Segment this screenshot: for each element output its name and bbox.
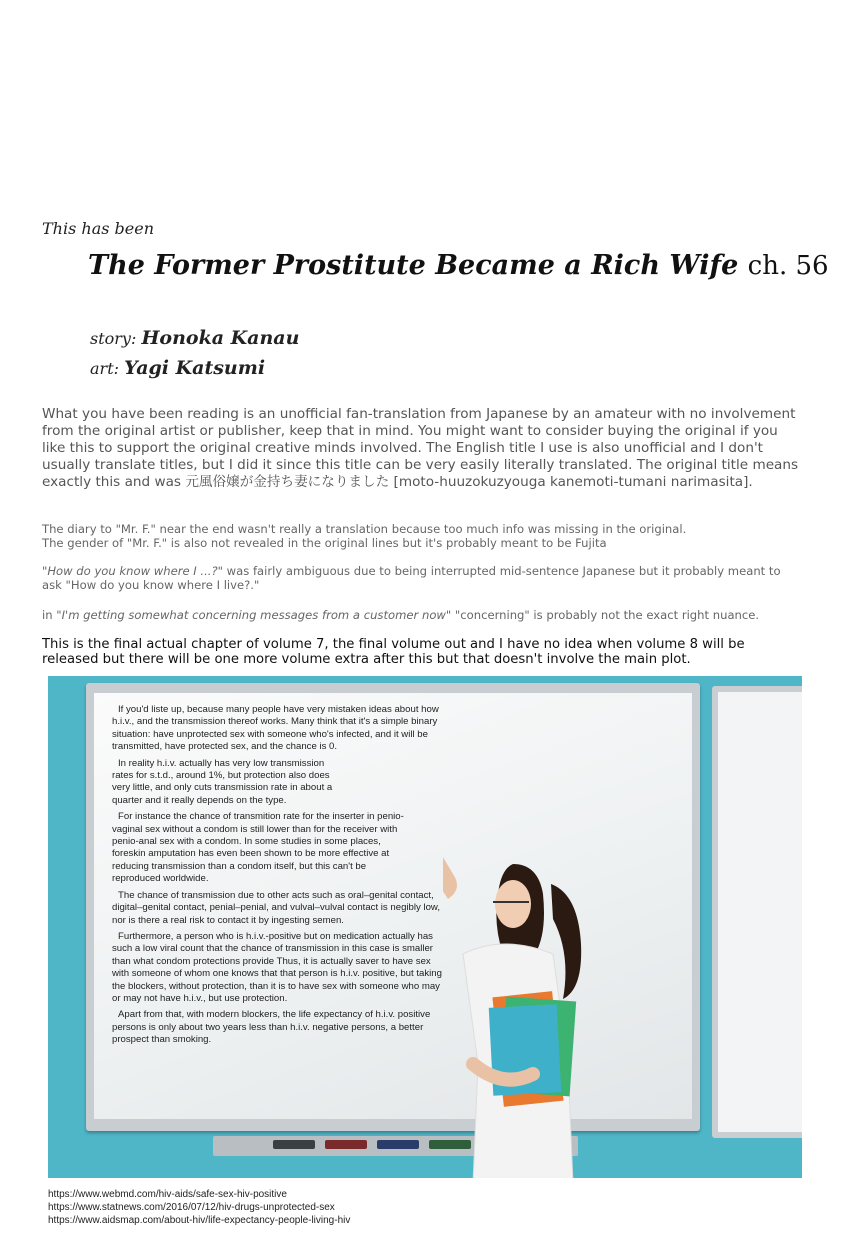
marker-red [325, 1140, 367, 1149]
whiteboard-paragraph: If you'd liste up, because many people have very mistaken ideas about how h.i.v., and the transmission thereof works. Many think that it's a simple binary situation: have unprotected sex with someone who's infected, and it will be transmitted, have protected sex, and the chance is 0. [112, 704, 439, 753]
note-text: "concerning" is probably not the exact right nuance. [451, 608, 760, 622]
note-diary-line1: The diary to "Mr. F." near the end wasn't really a translation because too much info was missing in the original. [42, 522, 687, 536]
series-title [88, 250, 829, 281]
story-author: Honoka Kanau [141, 327, 300, 349]
teacher-face [495, 880, 531, 928]
marker-blue [377, 1140, 419, 1149]
whiteboard-paragraph: For instance the chance of transmition rate for the inserter in penio-vaginal sex without a condom is still lower than for the receiver with penio-anal sex with a condom. In some studies in some places, foreskin amputation has even been shown to be more effective at reducing transmission than a condom itself, but this can't be reproduced worldwide. [112, 811, 404, 885]
teacher-figure [443, 824, 603, 1178]
story-label: story: [90, 329, 137, 348]
note-quote: "I'm getting somewhat concerning messages from a customer now" [56, 608, 452, 622]
art-label: art: [90, 359, 120, 378]
teacher-arm [443, 824, 457, 899]
whiteboard-illustration [48, 676, 802, 1178]
whiteboard-paragraph: In reality h.i.v. actually has very low transmission rates for s.t.d., around 1%, but protection also does very little, and only cuts transmission rate in about a quarter and it really depends on the type. [112, 757, 333, 806]
note-quote: "How do you know where I ...?" [42, 564, 223, 578]
source-link[interactable]: https://www.webmd.com/hiv-aids/safe-sex-hiv-positive [48, 1189, 287, 1200]
whiteboard-paragraph: The chance of transmission due to other acts such as oral–genital contact, digital–genital contact, penial–penial, and vulval–vulval contact is negibly low, nor is there a real risk to contact it by ingesting semen. [112, 889, 440, 926]
note-prefix: in [42, 608, 57, 622]
note-how-do-you-know [42, 564, 802, 592]
chapter-number: ch. 56 [747, 251, 829, 281]
story-credit [90, 327, 299, 349]
source-links [48, 1188, 350, 1227]
whiteboard-paragraph: Apart from that, with modern blockers, the life expectancy of h.i.v. positive persons is only about two years less than h.i.v. negative persons, a better prospect than smoking. [112, 1009, 431, 1046]
note-diary [42, 522, 802, 550]
note-text: was fairly ambiguous due to being interrupted mid-sentence Japanese but it probably meant to ask "How do you know where I live?." [42, 564, 781, 592]
marker-black [273, 1140, 315, 1149]
note-concerning [42, 608, 802, 622]
note-diary-line2: The gender of "Mr. F." is also not revealed in the original lines but it's probably meant to be Fujita [42, 536, 607, 550]
translation-disclaimer: What you have been reading is an unofficial fan-translation from Japanese by an amateur with no involvement from the original artist or publisher, keep that in mind. You might want to consider buying the original if you like this to support the original creative minds involved. The English title I use is also unofficial and I don't usually translate titles, but I did it since this title can be very easily literally translated. The original title means exactly this and was 元風俗嬢が金持ち妻になりました [moto-huuzokuzyouga kanemoti-tumani narimasita]. [42, 406, 799, 490]
whiteboard-paragraph: Furthermore, a person who is h.i.v.-positive but on medication actually has such a low viral count that the chance of transmission in this case is smaller than what condom protections provide Thus, it is actually saver to have sex with someone of whom one knows that that person is h.i.v. positive, but taking the blockers, without protection, than it is to have sex with someone who may or may not have h.i.v., but use protection. [112, 930, 442, 1004]
intro-line: This has been [42, 219, 155, 238]
series-title-text: The Former Prostitute Became a Rich Wife [88, 250, 739, 281]
side-whiteboard [712, 686, 802, 1138]
source-link[interactable]: https://www.aidsmap.com/about-hiv/life-expectancy-people-living-hiv [48, 1215, 351, 1226]
final-volume-note: This is the final actual chapter of volume 7, the final volume out and I have no idea when volume 8 will be released but there will be one more volume extra after this but that doesn't involve the main plot. [42, 637, 745, 667]
whiteboard-text [112, 704, 442, 1051]
art-credit [90, 357, 265, 379]
art-author: Yagi Katsumi [124, 357, 266, 379]
source-link[interactable]: https://www.statnews.com/2016/07/12/hiv-drugs-unprotected-sex [48, 1202, 335, 1213]
